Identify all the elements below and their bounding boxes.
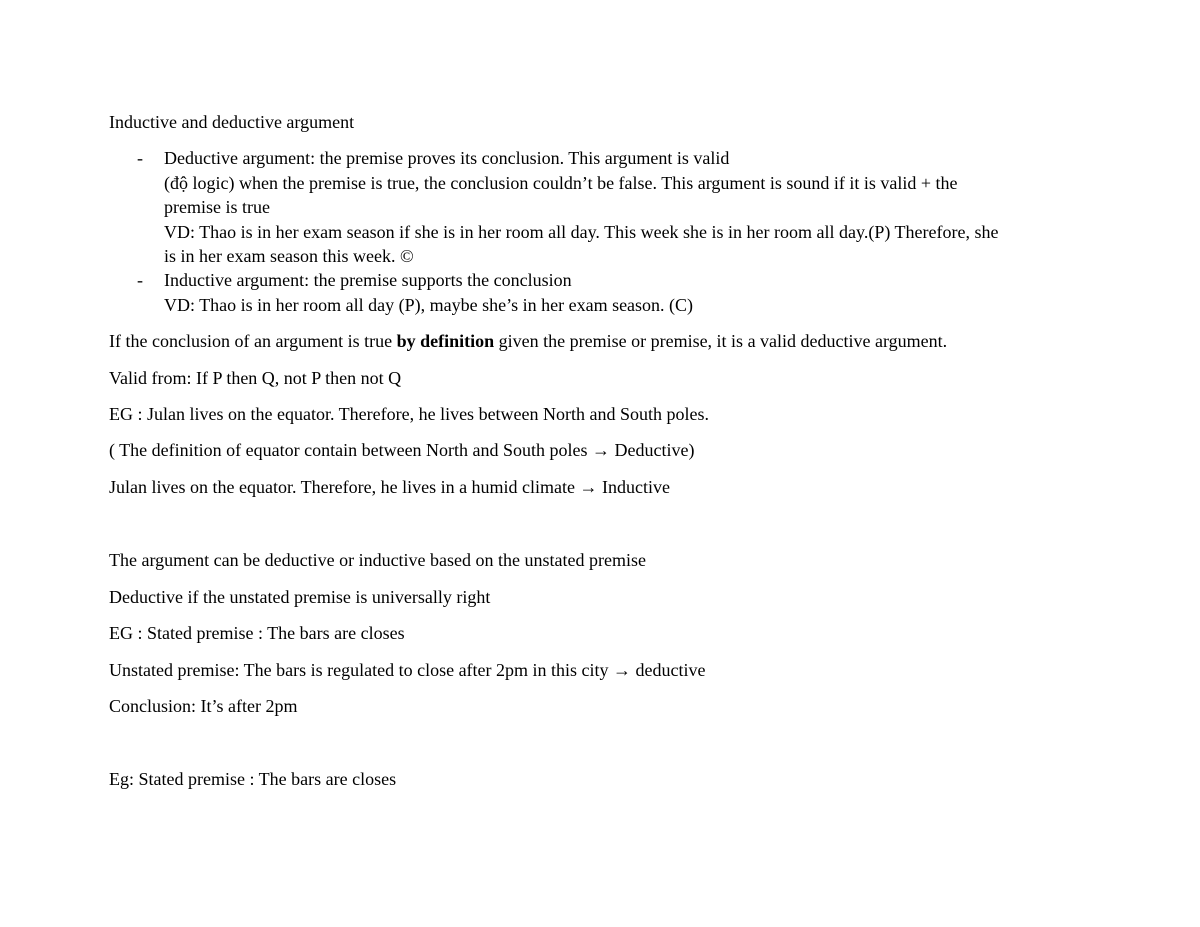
example-humid-line: Julan lives on the equator. Therefore, he lives in a humid climate → Inductive	[109, 477, 671, 497]
definition-bold-text: by definition	[396, 331, 495, 351]
bullet-dash: -	[137, 270, 143, 290]
document-title: Inductive and deductive argument	[109, 112, 355, 132]
bullet-deductive-line-3: premise is true	[164, 197, 270, 217]
bullet-deductive-line-2: (độ logic) when the premise is true, the conclusion couldn’t be false. This argument is sound if it is valid + the	[164, 173, 958, 193]
definition-text-after: given the premise or premise, it is a valid deductive argument.	[494, 331, 948, 351]
example-equator-line: EG : Julan lives on the equator. Therefore, he lives between North and South poles.	[109, 404, 710, 424]
bullet-inductive-line-2: VD: Thao is in her room all day (P), maybe she’s in her exam season. (C)	[164, 295, 694, 315]
valid-from-line: Valid from: If P then Q, not P then not Q	[109, 368, 402, 388]
bullet-inductive-line-1: Inductive argument: the premise supports the conclusion	[164, 270, 572, 290]
unstated-intro-line: The argument can be deductive or inductive based on the unstated premise	[109, 550, 646, 570]
deductive-if-line: Deductive if the unstated premise is universally right	[109, 587, 491, 607]
definition-paragraph	[109, 330, 947, 352]
example-equator-note: ( The definition of equator contain between North and South poles → Deductive)	[109, 440, 695, 460]
bullet-deductive-line-4: VD: Thao is in her exam season if she is in her room all day. This week she is in her room all day.(P) Therefore, she	[164, 222, 999, 242]
bullet-deductive-line-1: Deductive argument: the premise proves its conclusion. This argument is valid	[164, 148, 730, 168]
example-stated-premise: EG : Stated premise : The bars are closes	[109, 623, 405, 643]
bullet-deductive-line-5: is in her exam season this week. ©	[164, 246, 414, 266]
example-unstated-premise: Unstated premise: The bars is regulated to close after 2pm in this city → deductive	[109, 660, 706, 680]
bullet-dash: -	[137, 148, 143, 168]
example-2-stated-premise: Eg: Stated premise : The bars are closes	[109, 769, 397, 789]
example-conclusion: Conclusion: It’s after 2pm	[109, 696, 298, 716]
definition-text-before: If the conclusion of an argument is true	[109, 331, 397, 351]
